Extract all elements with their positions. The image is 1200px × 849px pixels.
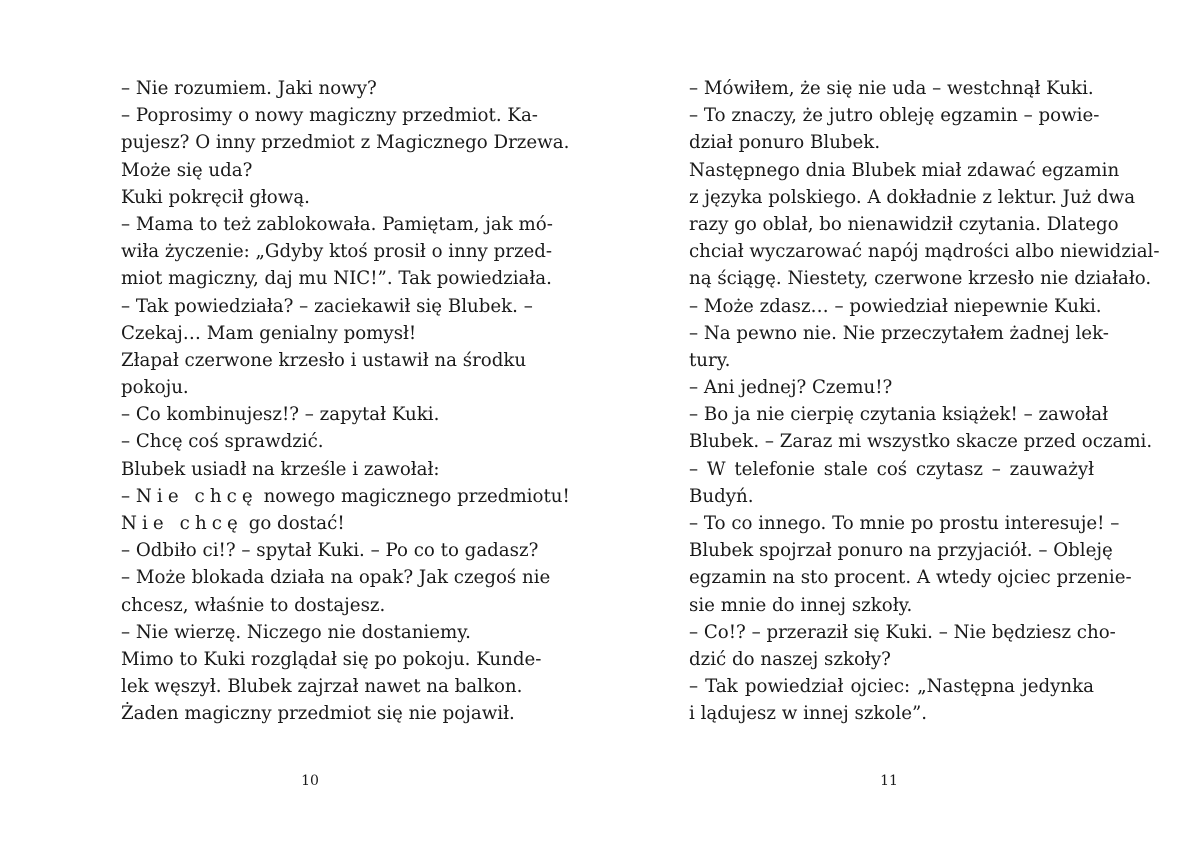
text-line: chcesz, właśnie to dostajesz. xyxy=(121,594,386,616)
text-line: – Poprosimy o nowy magiczny przedmiot. Ka- xyxy=(121,105,538,127)
text-line: Złapał czerwone krzesło i ustawił na środku xyxy=(121,349,527,371)
text-line: – Ani jednej? Czemu!? xyxy=(689,377,893,399)
text-line: z języka polskiego. A dokładnie z lektur. Już dwa xyxy=(689,186,1136,208)
text-line-spaced xyxy=(121,483,570,510)
text-line: razy go oblał, bo nienawidził czytania. Dlatego xyxy=(689,213,1119,235)
text-line: – Tak powiedziała? – zaciekawił się Blubek. – xyxy=(121,295,533,317)
text-line: Mimo to Kuki rozglądał się po pokoju. Kunde- xyxy=(121,648,542,670)
text-line: miot magiczny, daj mu NIC!”. Tak powiedziała. xyxy=(121,268,552,290)
text-line: – Co!? – przeraził się Kuki. – Nie będziesz cho- xyxy=(689,621,1116,643)
text-line: – Może zdasz… – powiedział niepewnie Kuki. xyxy=(689,295,1102,317)
text-line: – Na pewno nie. Nie przeczytałem żadnej lek- xyxy=(689,322,1109,344)
text-line: tury. xyxy=(689,349,731,371)
text-line: pokoju. xyxy=(121,377,189,399)
spaced-emphasis: Nie chcę xyxy=(121,513,243,534)
text-line: ną ściągę. Niestety, czerwone krzesło nie działało. xyxy=(689,268,1152,290)
text-line-spaced xyxy=(121,510,521,537)
text-line: – Chcę coś sprawdzić. xyxy=(121,431,324,453)
text-line: – Bo ja nie cierpię czytania książek! – zawołał xyxy=(689,404,1109,426)
text-line: Blubek usiadł na krześle i zawołał: xyxy=(121,458,440,480)
text-line: – Nie wierzę. Niczego nie dostaniemy. xyxy=(121,621,471,643)
text-line: – Co kombinujesz!? – zapytał Kuki. xyxy=(121,404,440,426)
right-page-text xyxy=(689,75,1160,728)
left-page-text xyxy=(121,75,570,728)
text-line: Blubek. – Zaraz mi wszystko skacze przed oczami. xyxy=(689,431,1153,453)
text-line: – Nie rozumiem. Jaki nowy? xyxy=(121,78,377,99)
line-rest: go dostać! xyxy=(242,513,345,534)
text-line: – W telefonie stale coś czytasz – zauważył xyxy=(689,458,1094,480)
text-line: Blubek spojrzał ponuro na przyjaciół. – Obleję xyxy=(689,540,1113,562)
text-line: chciał wyczarować napój mądrości albo niewidzial- xyxy=(689,241,1160,263)
text-line: Następnego dnia Blubek miał zdawać egzamin xyxy=(689,159,1120,181)
text-line: – Mama to też zablokowała. Pamiętam, jak mó- xyxy=(121,213,553,235)
text-line: Czekaj… Mam genialny pomysł! xyxy=(121,322,417,344)
text-line: lek węszył. Blubek zajrzał nawet na balkon. xyxy=(121,676,523,698)
page-number: 10 xyxy=(301,773,319,789)
line-rest: nowego magicznego przedmiotu! xyxy=(257,485,570,507)
text-line: Żaden magiczny przedmiot się nie pojawił. xyxy=(121,703,515,725)
spaced-emphasis: Nie chcę xyxy=(135,485,258,507)
text-line: – Tak powiedział ojciec: „Następna jedynka xyxy=(689,676,1094,698)
text-line: pujesz? O inny przedmiot z Magicznego Drzewa. xyxy=(121,132,570,154)
right-page xyxy=(600,0,1200,849)
page-number: 11 xyxy=(880,773,898,789)
text-line: sie mnie do innej szkoły. xyxy=(689,594,913,616)
text-line: i lądujesz w innej szkole”. xyxy=(689,703,928,725)
text-line: – Odbiło ci!? – spytał Kuki. – Po co to gadasz? xyxy=(121,540,539,562)
text-line: – To co innego. To mnie po prostu interesuje! – xyxy=(689,513,1120,534)
text-line: – Może blokada działa na opak? Jak czegoś nie xyxy=(121,567,551,589)
text-line: dział ponuro Blubek. xyxy=(689,132,881,154)
text-line: wiła życzenie: „Gdyby ktoś prosił o inny przed- xyxy=(121,241,553,263)
text-line: Kuki pokręcił głową. xyxy=(121,186,310,208)
text-line: Może się uda? xyxy=(121,159,253,181)
text-line: egzamin na sto procent. A wtedy ojciec przenie- xyxy=(689,567,1132,589)
dash-prefix: – xyxy=(121,485,136,507)
text-line: – To znaczy, że jutro obleję egzamin – powie- xyxy=(689,105,1100,127)
text-line: Budyń. xyxy=(689,485,754,507)
text-line: dzić do naszej szkoły? xyxy=(689,648,891,670)
text-line: – Mówiłem, że się nie uda – westchnął Kuki. xyxy=(689,78,1094,99)
